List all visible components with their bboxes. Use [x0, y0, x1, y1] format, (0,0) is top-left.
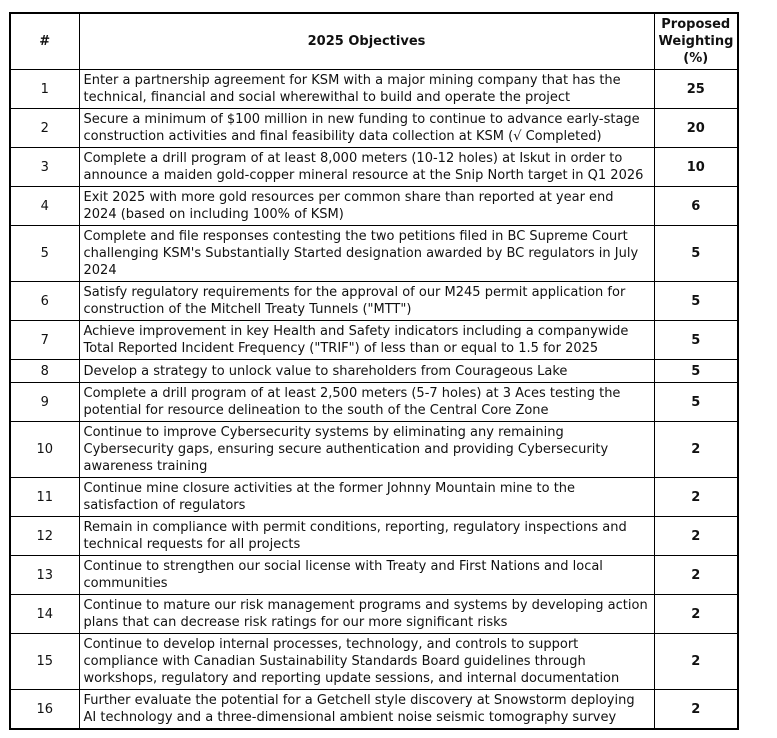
table-header — [10, 13, 738, 70]
objective-weighting: 2 — [654, 690, 738, 730]
header-number-column: # — [10, 13, 79, 70]
objective-number: 3 — [10, 148, 79, 187]
objective-weighting: 2 — [654, 556, 738, 595]
objective-weighting: 2 — [654, 478, 738, 517]
table-row — [10, 383, 738, 422]
objectives-table-body — [10, 70, 738, 730]
objective-number: 4 — [10, 187, 79, 226]
table-row — [10, 70, 738, 109]
objective-weighting: 5 — [654, 383, 738, 422]
objective-number: 16 — [10, 690, 79, 730]
header-objectives-column: 2025 Objectives — [79, 13, 654, 70]
objective-number: 9 — [10, 383, 79, 422]
objective-text: Exit 2025 with more gold resources per common share than reported at year end 2024 (based on including 100% of KSM) — [79, 187, 654, 226]
objective-text: Complete a drill program of at least 2,500 meters (5-7 holes) at 3 Aces testing the potential for resource delineation to the south of the Central Core Zone — [79, 383, 654, 422]
objective-text: Secure a minimum of $100 million in new funding to continue to advance early-stage construction activities and final feasibility data collection at KSM (√ Completed) — [79, 109, 654, 148]
objective-number: 13 — [10, 556, 79, 595]
objective-text: Achieve improvement in key Health and Safety indicators including a companywide Total Reported Incident Frequency ("TRIF") of less than or equal to 1.5 for 2025 — [79, 321, 654, 360]
table-row — [10, 634, 738, 690]
objective-number: 10 — [10, 422, 79, 478]
objective-number: 8 — [10, 360, 79, 383]
objective-text: Complete a drill program of at least 8,000 meters (10-12 holes) at Iskut in order to announce a maiden gold-copper mineral resource at the Snip North target in Q1 2026 — [79, 148, 654, 187]
objective-number: 2 — [10, 109, 79, 148]
objective-number: 6 — [10, 282, 79, 321]
table-row — [10, 187, 738, 226]
table-row — [10, 517, 738, 556]
objective-text: Remain in compliance with permit conditions, reporting, regulatory inspections and technical requests for all projects — [79, 517, 654, 556]
header-weighting-column: Proposed Weighting (%) — [654, 13, 738, 70]
objective-text: Complete and file responses contesting the two petitions filed in BC Supreme Court challenging KSM's Substantially Started designation awarded by BC regulators in July 2024 — [79, 226, 654, 282]
objective-text: Satisfy regulatory requirements for the approval of our M245 permit application for construction of the Mitchell Treaty Tunnels ("MTT") — [79, 282, 654, 321]
objective-weighting: 5 — [654, 321, 738, 360]
objective-text: Continue to mature our risk management programs and systems by developing action plans that can decrease risk ratings for our more significant risks — [79, 595, 654, 634]
objective-weighting: 5 — [654, 282, 738, 321]
objective-text: Enter a partnership agreement for KSM with a major mining company that has the technical, financial and social wherewithal to build and operate the project — [79, 70, 654, 109]
objective-text: Continue mine closure activities at the former Johnny Mountain mine to the satisfaction of regulators — [79, 478, 654, 517]
objective-weighting: 2 — [654, 634, 738, 690]
header-row — [10, 13, 738, 70]
objectives-table — [9, 12, 739, 730]
table-row — [10, 360, 738, 383]
table-row — [10, 226, 738, 282]
objective-weighting: 2 — [654, 422, 738, 478]
table-row — [10, 321, 738, 360]
objective-weighting: 2 — [654, 517, 738, 556]
objective-weighting: 5 — [654, 226, 738, 282]
table-row — [10, 148, 738, 187]
table-row — [10, 478, 738, 517]
objective-number: 7 — [10, 321, 79, 360]
objective-number: 14 — [10, 595, 79, 634]
objective-weighting: 5 — [654, 360, 738, 383]
objective-number: 1 — [10, 70, 79, 109]
objective-text: Continue to strengthen our social license with Treaty and First Nations and local communities — [79, 556, 654, 595]
table-row — [10, 422, 738, 478]
objective-text: Continue to improve Cybersecurity systems by eliminating any remaining Cybersecurity gaps, ensuring secure authentication and providing Cybersecurity awareness training — [79, 422, 654, 478]
objective-weighting: 20 — [654, 109, 738, 148]
objective-number: 15 — [10, 634, 79, 690]
table-row — [10, 556, 738, 595]
table-row — [10, 690, 738, 730]
objective-text: Further evaluate the potential for a Getchell style discovery at Snowstorm deploying AI technology and a three-dimensional ambient noise seismic tomography survey — [79, 690, 654, 730]
objective-weighting: 2 — [654, 595, 738, 634]
objective-weighting: 6 — [654, 187, 738, 226]
table-row — [10, 595, 738, 634]
objective-number: 12 — [10, 517, 79, 556]
table-row — [10, 282, 738, 321]
objective-text: Develop a strategy to unlock value to shareholders from Courageous Lake — [79, 360, 654, 383]
objective-number: 11 — [10, 478, 79, 517]
objective-weighting: 10 — [654, 148, 738, 187]
objective-text: Continue to develop internal processes, technology, and controls to support compliance with Canadian Sustainability Standards Board guidelines through workshops, regulatory and reporting update sessions, and internal documentation — [79, 634, 654, 690]
objective-weighting: 25 — [654, 70, 738, 109]
table-row — [10, 109, 738, 148]
objective-number: 5 — [10, 226, 79, 282]
